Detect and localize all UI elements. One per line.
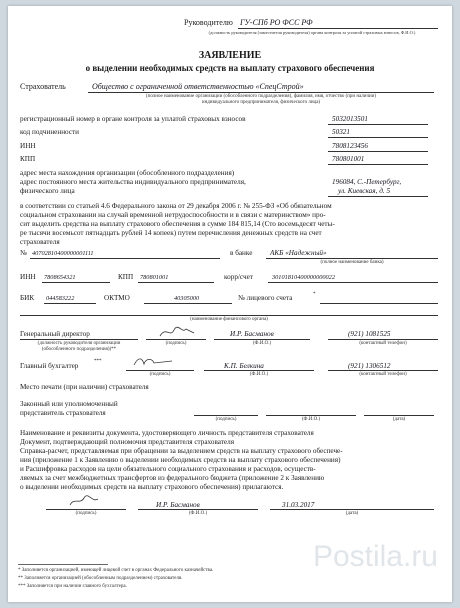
director-sign-line <box>146 339 206 340</box>
accountant-sign-line <box>126 370 194 371</box>
body-line-2: социальном страховании на случай временной нетрудоспособности и в связи с материнством» про- <box>20 211 326 219</box>
oktmo-value: 40305000 <box>174 295 200 302</box>
address-line <box>328 196 428 197</box>
rep-cap-name: (Ф.И.О.) <box>301 417 321 422</box>
corr-label: корр/счет <box>224 273 253 281</box>
director-cap-sign: (подпись) <box>165 341 187 346</box>
director-cap-position-2: (обособленного подразделения))** <box>41 347 117 352</box>
corr-line <box>268 282 438 283</box>
docs-line-7: о выделении необходимых средств на выплату страхового обеспечения) прилагаются. <box>20 483 284 491</box>
footnote-3: *** Заполняется при наличии главного бухгалтера. <box>18 584 127 589</box>
body-line-4: ре тысячи восемьсот пятнадцать рублей 14 копеек) путем перечисления денежных средств на счет <box>20 229 322 237</box>
director-position: Генеральный директор <box>20 330 90 338</box>
accountant-name-line <box>204 370 314 371</box>
body-line-5: страхователя <box>20 238 60 246</box>
field-regnum-label: регистрационный номер в органе контроля за уплатой страховых взносов <box>20 115 246 123</box>
footnote-2: ** Заполняется организацией (обособленным подразделением) страхователя. <box>18 576 183 581</box>
bik-label: БИК <box>20 294 35 302</box>
header-to-value: ГУ-СПб РО ФСС РФ <box>240 18 313 27</box>
oktmo-label: ОКТМО <box>104 294 130 302</box>
accountant-phone-line <box>328 370 438 371</box>
field-inn-label: ИНН <box>20 142 36 150</box>
rep-sign-line <box>194 415 258 416</box>
insurer-label: Страхователь <box>20 82 66 91</box>
final-cap-sign: (подпись) <box>75 511 97 516</box>
final-name: И.Р. Басманов <box>156 501 200 509</box>
field-code-label: код подчиненности <box>20 128 79 136</box>
director-signature <box>158 324 198 340</box>
insurer-caption-1: (полное наименование организации (обособленного подразделения), фамилия, имя, отчество (при наличии) <box>146 94 376 99</box>
address-label-2: адрес постоянного места жительства индивидуального предпринимателя, <box>20 178 246 186</box>
accountant-cap-sign: (подпись) <box>149 372 171 377</box>
docs-line-2: Документ, подтверждающий полномочия представителя страхователя <box>20 438 234 446</box>
director-cap-phone: (контактный телефон) <box>359 341 407 346</box>
address-label-1: адрес места нахождения организации (обособленного подразделения) <box>20 169 235 177</box>
body-line-3: сит выделить средства на выплату страхового обеспечения в сумме 184 815,14 (Сто восемьдесят четы- <box>20 220 335 228</box>
rep-line-2: представитель страхователя <box>20 409 106 417</box>
field-kpp-value: 780801001 <box>332 155 365 163</box>
doc-subtitle: о выделении необходимых средств на выплату страхового обеспечения <box>85 63 375 73</box>
document-sheet <box>8 6 452 602</box>
bank-kpp-value: 780801001 <box>140 274 169 281</box>
final-date-line <box>270 509 434 510</box>
accountant-cap-name: (Ф.И.О.) <box>249 372 269 377</box>
header-to-line <box>238 28 438 29</box>
docs-line-3: Справка-расчет, представляемая при обращении за выделением средств на выплату страхового обеспече- <box>20 447 343 455</box>
rep-name-line <box>266 415 356 416</box>
insurer-value: Общество с ограниченной ответственностью «СпецСтрой» <box>92 82 304 91</box>
address-value-2: ул. Киевская, д. 5 <box>338 187 391 195</box>
final-name-line <box>138 509 258 510</box>
bank-name-value: АКБ «Надежный» <box>270 249 327 257</box>
rep-cap-sign: (подпись) <box>215 417 237 422</box>
personal-account-mark: * <box>313 292 316 297</box>
insurer-line <box>88 92 434 93</box>
field-inn-value: 7808123456 <box>332 142 368 150</box>
accountant-phone: (921) 1306512 <box>348 362 391 370</box>
account-value: 40702810400000001111 <box>32 250 94 257</box>
docs-line-1: Наименование и реквизиты документа, удостоверяющего личность представителя страхователя <box>20 429 314 437</box>
account-line <box>30 258 220 259</box>
body-line-1: в соответствии со статьей 4.6 Федерального закона от 29 декабря 2006 г. № 255-ФЗ «Об обязательном <box>20 202 332 210</box>
header-to-prefix: Руководителю <box>184 18 233 27</box>
field-code-value: 50321 <box>332 128 350 136</box>
director-cap-position: (должность руководителя организации <box>37 341 121 346</box>
in-bank-label: в банке <box>230 249 253 257</box>
personal-account-label: № лицевого счета <box>238 294 293 302</box>
accountant-label: Главный бухгалтер <box>20 362 79 370</box>
final-signature <box>68 493 102 509</box>
address-value-1: 196084, С.-Петербург, <box>332 178 402 186</box>
bank-caption: (полное наименование банка) <box>320 260 384 265</box>
bank-inn-value: 7808654321 <box>44 274 76 281</box>
final-date: 31.03.2017 <box>282 501 315 509</box>
account-no-label: № <box>20 249 27 257</box>
corr-value: 30101810400000000022 <box>272 274 335 281</box>
bik-line <box>44 303 96 304</box>
doc-title: ЗАЯВЛЕНИЕ <box>198 50 262 61</box>
final-cap-name: (Ф.И.О.) <box>188 511 208 516</box>
address-label-3: физического лица <box>20 187 75 195</box>
bik-value: 044583222 <box>46 295 75 302</box>
director-phone: (921) 1081525 <box>348 330 391 338</box>
director-position-line <box>20 339 138 340</box>
personal-account-line <box>320 303 438 304</box>
rep-line-1: Законный или уполномоченный <box>20 400 118 408</box>
docs-line-5: и Расшифровка расходов на цели обязательного социального страхования и расходов, осуществ- <box>20 465 316 473</box>
watermark: Postila.ru <box>312 540 438 573</box>
accountant-cap-phone: (контактный телефон) <box>359 372 407 377</box>
header-to-caption: (должность руководителя (заместителя руководителя) органа контроля за уплатой страховых взносов, Ф.И.О.) <box>208 30 416 35</box>
field-regnum-value: 5032013501 <box>332 115 368 123</box>
footnote-separator <box>18 564 108 565</box>
insurer-caption-2: индивидуального предпринимателя, физического лица) <box>201 100 321 105</box>
field-kpp-line <box>328 164 428 165</box>
final-sign-line <box>46 509 126 510</box>
fin-body-line <box>20 315 438 316</box>
field-inn-line <box>328 151 428 152</box>
bank-inn-label: ИНН <box>20 273 36 281</box>
bank-kpp-label: КПП <box>118 273 134 281</box>
oktmo-line <box>144 303 232 304</box>
accountant-name: К.П. Белкина <box>224 362 264 370</box>
director-cap-name: (Ф.И.О.) <box>252 341 272 346</box>
bank-line <box>266 258 438 259</box>
director-name: И.Р. Басманов <box>230 330 274 338</box>
field-kpp-label: КПП <box>20 155 36 163</box>
field-code-line <box>328 137 428 138</box>
rep-cap-date: (дата) <box>392 417 406 422</box>
final-cap-date: (дата) <box>345 511 359 516</box>
footnote-1: * Заполняется организацией, имеющей лицевой счет в органах Федерального казначейства. <box>18 568 214 573</box>
fin-body-caption: (наименование финансового органа) <box>190 317 268 322</box>
docs-line-6: ляемых за счет межбюджетных трансфертов из федерального бюджета (приложение 2 к Заявлению <box>20 474 325 482</box>
director-phone-line <box>328 339 438 340</box>
field-regnum-line <box>328 124 428 125</box>
bank-inn-line <box>42 282 110 283</box>
accountant-signature <box>132 354 178 370</box>
docs-line-4: ния (приложение 1 к Заявлению о выделении необходимых средств на выплату страхового обеспечения) <box>20 456 341 464</box>
director-name-line <box>214 339 310 340</box>
stamp-label: Место печати (при наличии) страхователя <box>20 383 149 391</box>
rep-date-line <box>364 415 434 416</box>
bank-kpp-line <box>138 282 214 283</box>
accountant-mark: *** <box>94 359 102 364</box>
